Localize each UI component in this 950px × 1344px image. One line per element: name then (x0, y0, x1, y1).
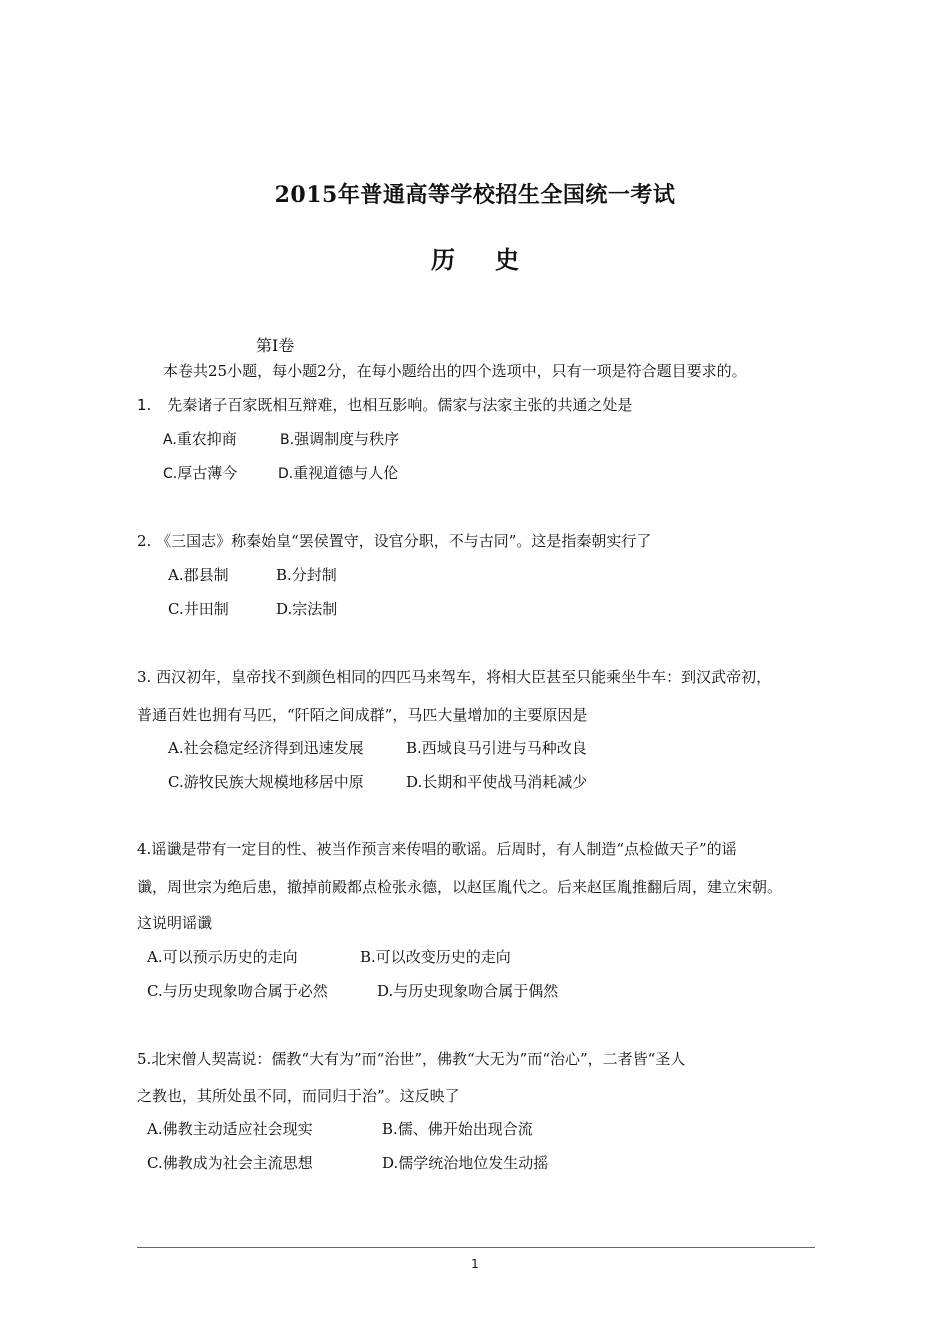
question-3-stem-line-2: 普通百姓也拥有马匹，“阡陌之间成群”，马匹大量增加的主要原因是 (137, 706, 588, 724)
question-5-option-b: B.儒、佛开始出现合流 (382, 1120, 533, 1138)
question-number: 2. (137, 532, 152, 550)
question-1-option-c: C.厚古薄今 (163, 464, 238, 482)
footer-divider (137, 1247, 815, 1248)
question-number: 4. (137, 840, 152, 858)
option-text: 重视道德与人伦 (293, 464, 399, 482)
question-2-option-c: C.井田制 (168, 600, 229, 618)
question-text: 谣谶是带有一定目的性、被当作预言来传唱的歌谣。后周时，有人制造“点检做天子”的谣 (151, 840, 737, 858)
question-3-option-d: D.长期和平使战马消耗减少 (406, 773, 588, 791)
question-1-option-a: A.重农抑商 (163, 430, 237, 448)
question-number: 1. (137, 396, 152, 414)
question-text: 先秦诸子百家既相互辩难，也相互影响。儒家与法家主张的共通之处是 (167, 396, 633, 414)
question-text: 《三国志》称秦始皇“罢侯置守，设官分职，不与古同”。这是指秦朝实行了 (156, 532, 652, 550)
question-5-option-c: C.佛教成为社会主流思想 (147, 1154, 313, 1172)
volume-label: 第Ⅰ卷 (256, 336, 295, 355)
document-title: 2015年普通高等学校招生全国统一考试 (274, 182, 676, 208)
question-1-stem (137, 394, 632, 416)
question-5-stem-line-1 (137, 1048, 685, 1070)
question-3-option-c: C.游牧民族大规模地移居中原 (168, 773, 364, 791)
question-1-option-b: B.强调制度与秩序 (280, 430, 400, 448)
question-2-option-d: D.宗法制 (276, 600, 338, 618)
question-5-stem-line-2: 之教也，其所处虽不同，而同归于治”。这反映了 (137, 1087, 460, 1105)
question-number: 3. (137, 668, 152, 686)
question-4-option-b: B.可以改变历史的走向 (360, 948, 511, 966)
question-4-stem-line-2: 谶，周世宗为绝后患，撤掉前殿都点检张永德，以赵匡胤代之。后来赵匡胤推翻后周，建立宋朝。 (137, 878, 783, 896)
question-1-option-d: D.重视道德与人伦 (278, 464, 399, 482)
question-4-stem-line-1 (137, 838, 737, 860)
question-5-option-a: A.佛教主动适应社会现实 (147, 1120, 313, 1138)
question-5-option-d: D.儒学统治地位发生动摇 (382, 1154, 549, 1172)
subject-char-1: 历 (431, 245, 455, 274)
question-3-option-a: A.社会稳定经济得到迅速发展 (168, 739, 364, 757)
question-2-option-a: A.郡县制 (168, 566, 229, 584)
question-2-option-b: B.分封制 (276, 566, 337, 584)
question-2-stem (137, 530, 651, 552)
question-number: 5. (137, 1050, 152, 1068)
question-3-stem-line-1 (137, 666, 771, 688)
option-text: 厚古薄今 (177, 464, 238, 482)
subject-heading (0, 240, 950, 275)
question-4-stem-line-3: 这说明谣谶 (137, 914, 213, 932)
question-3-option-b: B.西域良马引进与马种改良 (406, 739, 587, 757)
option-text: 强调制度与秩序 (294, 430, 400, 448)
question-4-option-a: A.可以预示历史的走向 (147, 948, 298, 966)
option-text: 重农抑商 (176, 430, 237, 448)
subject-char-2: 史 (495, 245, 519, 274)
instructions: 本卷共25小题，每小题2分，在每小题给出的四个选项中，只有一项是符合题目要求的。 (163, 362, 747, 380)
question-4-option-c: C.与历史现象吻合属于必然 (147, 982, 328, 1000)
question-4-option-d: D.与历史现象吻合属于偶然 (377, 982, 559, 1000)
page-number: 1 (471, 1257, 479, 1271)
question-text: 北宋僧人契嵩说：儒教“大有为”而“治世”，佛教“大无为”而“治心”，二者皆“圣人 (151, 1050, 686, 1068)
question-text: 西汉初年，皇帝找不到颜色相同的四匹马来驾车，将相大臣甚至只能乘坐牛车：到汉武帝初， (156, 668, 772, 686)
